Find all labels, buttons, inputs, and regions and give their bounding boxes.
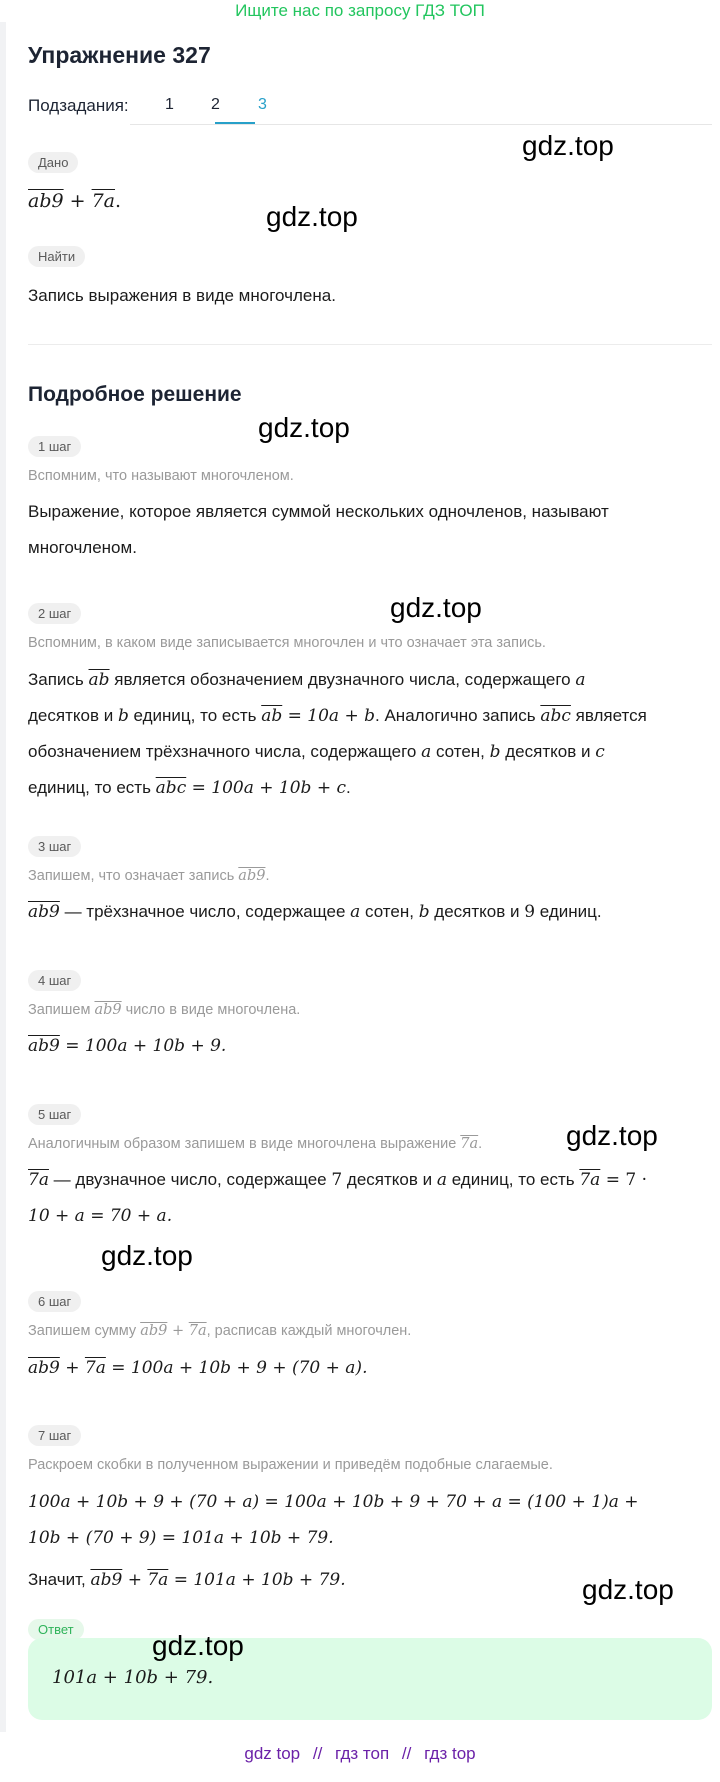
divider bbox=[28, 344, 712, 345]
step-4-chip: 4 шаг bbox=[28, 970, 81, 991]
step-5-hint: Аналогичным образом запишем в виде многочлена выражение 7a. bbox=[28, 1136, 483, 1152]
watermark: gdz.top bbox=[152, 1630, 244, 1661]
tab-subtask-1[interactable]: 1 bbox=[165, 96, 174, 113]
answer-text: 101a + 10b + 79. bbox=[52, 1667, 214, 1688]
step-2-chip: 2 шаг bbox=[28, 603, 81, 624]
subtasks-label: Подзадания: bbox=[28, 96, 129, 115]
watermark: gdz.top bbox=[258, 412, 350, 443]
step-1-text: Выражение, которое является суммой нескольких одночленов, называют многочленом. bbox=[28, 502, 609, 557]
step-4-text: ab9 = 100a + 10b + 9. bbox=[28, 1036, 227, 1056]
footer-links bbox=[0, 1744, 720, 1764]
given-chip: Дано bbox=[28, 152, 78, 173]
tab-subtask-3[interactable]: 3 bbox=[258, 96, 267, 113]
step-6-hint: Запишем сумму ab9 + 7a, расписав каждый многочлен. bbox=[28, 1323, 412, 1339]
watermark: gdz.top bbox=[101, 1240, 193, 1271]
footer-link-gdz-top-ru[interactable]: гдз топ bbox=[335, 1744, 390, 1763]
tabs-divider bbox=[130, 124, 712, 125]
watermark: gdz.top bbox=[522, 130, 614, 161]
footer-link-gdz-top[interactable]: gdz top bbox=[244, 1744, 301, 1763]
step-5-chip: 5 шаг bbox=[28, 1104, 81, 1125]
step-6-chip: 6 шаг bbox=[28, 1291, 81, 1312]
footer-separator: // bbox=[312, 1744, 323, 1763]
solution-title: Подробное решение bbox=[28, 383, 242, 406]
step-6-text: ab9 + 7a = 100a + 10b + 9 + (70 + a). bbox=[28, 1358, 368, 1378]
active-tab-indicator bbox=[215, 122, 255, 124]
promo-banner[interactable]: Ищите нас по запросу ГДЗ ТОП bbox=[235, 1, 485, 20]
left-sidebar-edge bbox=[0, 22, 6, 1732]
step-7-hint: Раскроем скобки в полученном выражении и приведём подобные слагаемые. bbox=[28, 1457, 553, 1473]
watermark: gdz.top bbox=[390, 592, 482, 623]
step-2-hint: Вспомним, в каком виде записывается многочлен и что означает эта запись. bbox=[28, 635, 546, 651]
exercise-title: Упражнение 327 bbox=[28, 42, 211, 68]
step-5-text: 7a — двузначное число, содержащее 7 десятков и a единиц, то есть 7a = 7 · 10 + a = 70 + a. bbox=[28, 1170, 647, 1226]
footer-link-gdz-top-mixed[interactable]: гдз top bbox=[424, 1744, 476, 1763]
tab-subtask-2[interactable]: 2 bbox=[211, 96, 220, 113]
step-4-hint: Запишем ab9 число в виде многочлена. bbox=[28, 1002, 301, 1018]
given-expression: ab9 + 7a. bbox=[28, 190, 122, 212]
step-3-hint: Запишем, что означает запись ab9. bbox=[28, 868, 270, 884]
step-1-hint: Вспомним, что называют многочленом. bbox=[28, 468, 294, 484]
step-1-chip: 1 шаг bbox=[28, 436, 81, 457]
watermark: gdz.top bbox=[266, 201, 358, 232]
answer-chip: Ответ bbox=[28, 1619, 84, 1640]
find-chip: Найти bbox=[28, 246, 85, 267]
step-3-chip: 3 шаг bbox=[28, 836, 81, 857]
step-2-text: Запись $\overline{ab}$ является обозначением двузначного числа, содержащего a десятков и b единиц, то есть $\overline{ab} = 10a + b$. Аналогично запись $\overline{abc}$ является обозначением трёхзначного числа, содержащего a сотен, b десятков и c единиц, то есть $\overline{abc} = 100a + 10b + c$. bbox=[28, 670, 647, 798]
step-7-text: 100a + 10b + 9 + (70 + a) = 100a + 10b + 9 + 70 + a = (100 + 1)a + 10b + (70 + 9) = 101a + 10b + 79. Значит, ab9 + 7a = 101a + 10b + 79. bbox=[28, 1492, 639, 1590]
watermark: gdz.top bbox=[582, 1574, 674, 1605]
step-3-text: ab9 — трёхзначное число, содержащее a сотен, b десятков и 9 единиц. bbox=[28, 902, 602, 922]
step-7-chip: 7 шаг bbox=[28, 1425, 81, 1446]
watermark: gdz.top bbox=[566, 1120, 658, 1151]
find-text: Запись выражения в виде многочлена. bbox=[28, 286, 336, 305]
footer-separator: // bbox=[401, 1744, 412, 1763]
